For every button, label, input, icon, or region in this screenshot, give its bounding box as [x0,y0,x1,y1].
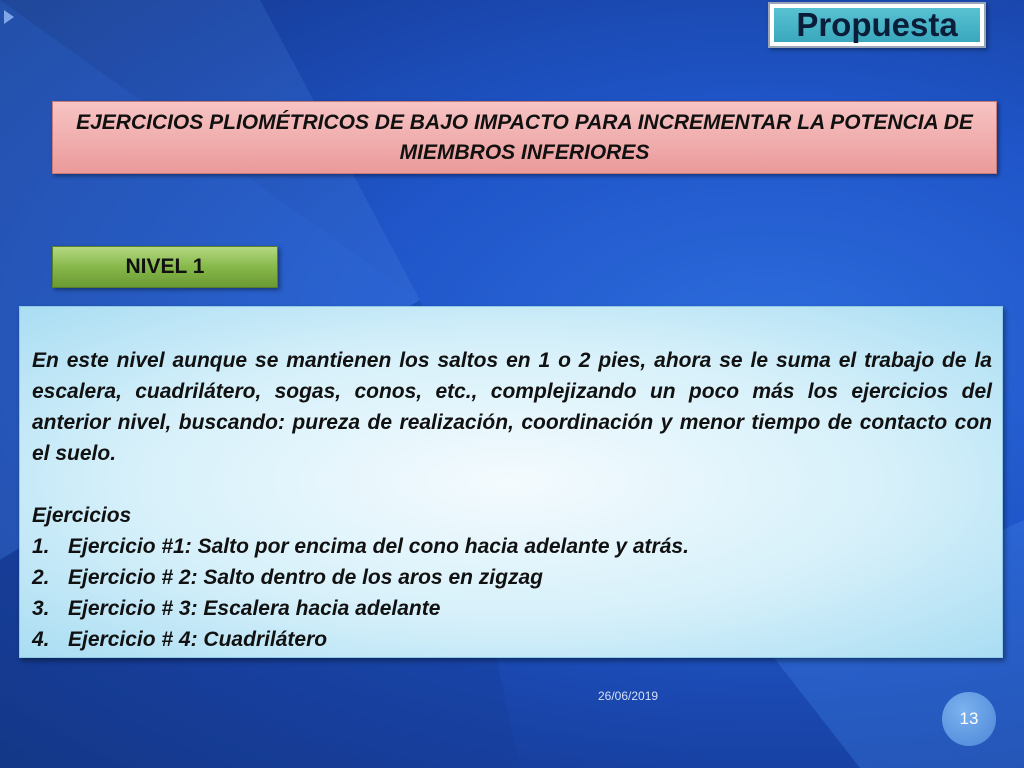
list-item [32,531,992,562]
list-item-text: Ejercicio # 2: Salto dentro de los aros en zigzag [68,566,543,589]
slide-title-box [768,2,986,48]
list-item-text: Ejercicio # 3: Escalera hacia adelante [68,597,441,620]
content-box [19,306,1003,658]
exercises-heading: Ejercicios [32,504,132,527]
list-item-text: Ejercicio #1: Salto por encima del cono hacia adelante y atrás. [68,535,689,558]
list-item-number: 3. [32,597,50,620]
topic-banner [52,101,997,174]
slide-title: Propuesta [796,6,958,43]
list-item [32,624,992,655]
level-label: NIVEL 1 [125,255,205,278]
level-description: En este nivel aunque se mantienen los saltos en 1 o 2 pies, ahora se le suma el trabajo de la escalera, cuadrilátero, sogas, conos, etc., complejizando un poco más los ejercicios del anterior nivel, buscando: pureza de realización, coordinación y menor tiempo de contacto con el suelo. [32,349,992,465]
level-badge [52,246,278,288]
slide-date: 26/06/2019 [598,689,659,703]
list-item-number: 4. [32,628,50,651]
chevron-right-icon [4,10,14,24]
topic-banner-text: EJERCICIOS PLIOMÉTRICOS DE BAJO IMPACTO PARA INCREMENTAR LA POTENCIA DE MIEMBROS INFERIORES [76,110,973,164]
exercise-list [32,531,992,655]
list-item-number: 2. [32,566,50,589]
list-item-text: Ejercicio # 4: Cuadrilátero [68,628,328,651]
list-item [32,562,992,593]
list-item [32,593,992,624]
page-number-badge [942,692,996,746]
list-item-number: 1. [32,535,50,558]
page-number: 13 [959,709,979,728]
